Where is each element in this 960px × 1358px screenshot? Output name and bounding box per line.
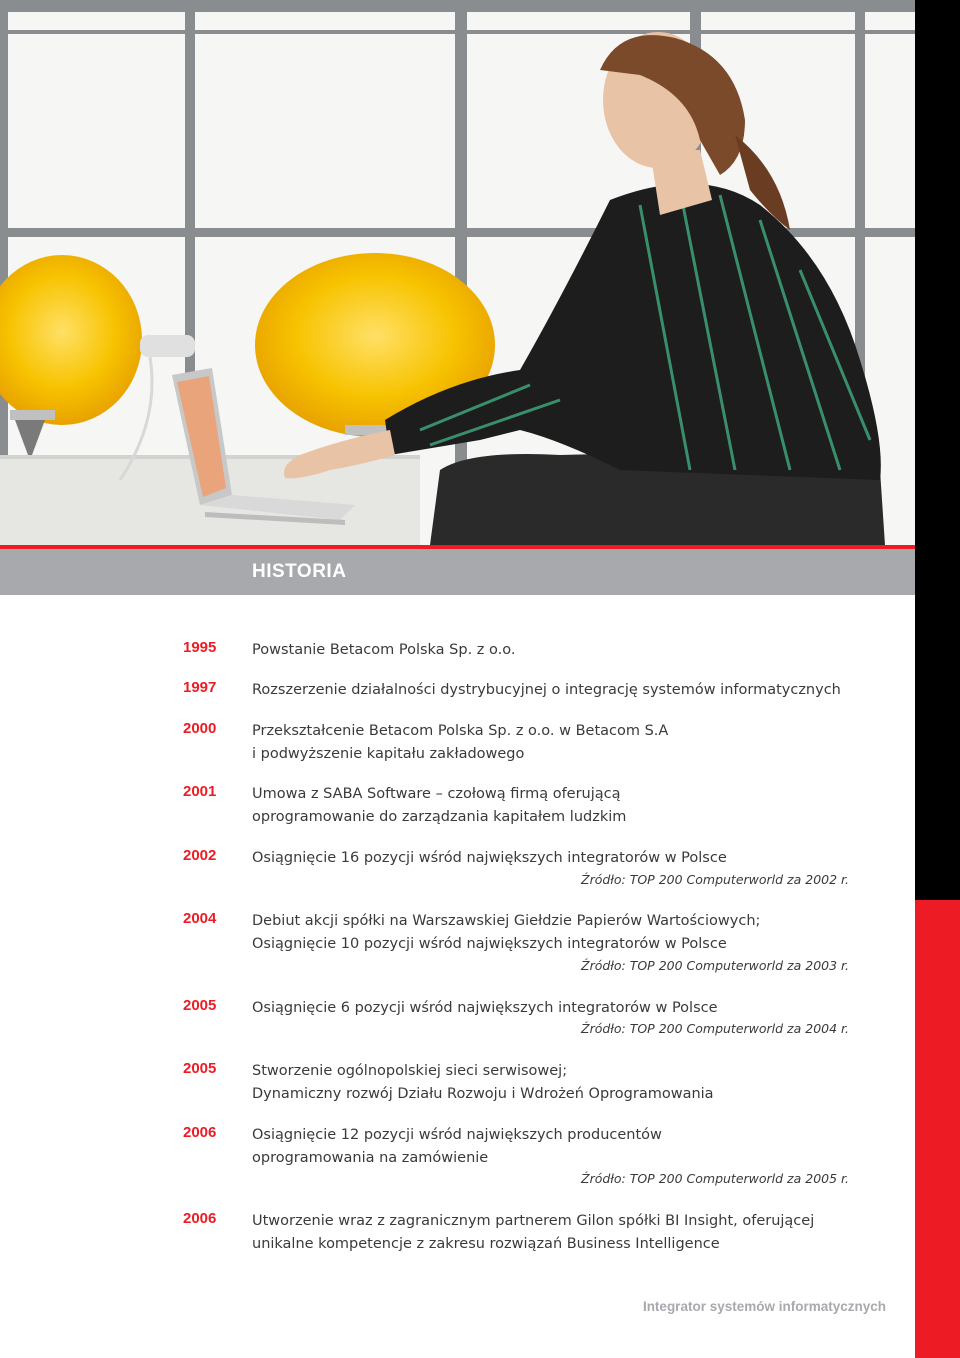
timeline-year: 2001	[183, 783, 217, 800]
timeline-text: Przekształcenie Betacom Polska Sp. z o.o. w Betacom S.A i podwyższenie kapitału zakładowego	[252, 723, 669, 762]
section-header	[0, 549, 915, 595]
side-bar-black	[915, 0, 960, 900]
timeline-year: 2005	[183, 1060, 217, 1077]
timeline-text: Utworzenie wraz z zagranicznym partnerem Gilon spółki BI Insight, oferującej unikalne kompetencje z zakresu rozwiązań Business Intelligence	[252, 1213, 815, 1252]
timeline-year: 2005	[183, 997, 217, 1014]
timeline-text: Stworzenie ogólnopolskiej sieci serwisowej; Dynamiczny rozwój Działu Rozwoju i Wdrożeń Oprogramowania	[252, 1063, 714, 1102]
timeline-year: 2006	[183, 1124, 217, 1141]
timeline-text: Osiągnięcie 12 pozycji wśród największych producentów oprogramowania na zamówienie	[252, 1127, 662, 1166]
timeline-year: 2006	[183, 1210, 217, 1227]
source-note: Źródło: TOP 200 Computerworld za 2003 r.	[581, 958, 849, 973]
timeline-text: Osiągnięcie 16 pozycji wśród największych integratorów w Polsce	[252, 850, 727, 866]
timeline-text: Debiut akcji spółki na Warszawskiej Giełdzie Papierów Wartościowych; Osiągnięcie 10 pozycji wśród największych integratorów w Polsce	[252, 913, 761, 952]
timeline-year: 2004	[183, 910, 217, 927]
side-bar-red	[915, 900, 960, 1358]
timeline-text: Powstanie Betacom Polska Sp. z o.o.	[252, 642, 516, 658]
timeline-year: 1995	[183, 639, 217, 656]
timeline-text: Rozszerzenie działalności dystrybucyjnej o integrację systemów informatycznych	[252, 682, 841, 698]
timeline-text: Umowa z SABA Software – czołową firmą oferującą oprogramowanie do zarządzania kapitałem ludzkim	[252, 786, 627, 825]
source-note: Źródło: TOP 200 Computerworld za 2004 r.	[581, 1021, 849, 1036]
hero-photo	[0, 0, 915, 545]
timeline-text: Osiągnięcie 6 pozycji wśród największych integratorów w Polsce	[252, 1000, 718, 1016]
footer-tagline: Integrator systemów informatycznych	[642, 1299, 886, 1314]
section-title: HISTORIA	[252, 561, 347, 582]
source-note: Źródło: TOP 200 Computerworld za 2005 r.	[581, 1171, 849, 1186]
timeline-year: 2000	[183, 720, 217, 737]
timeline-year: 1997	[183, 679, 217, 696]
source-note: Źródło: TOP 200 Computerworld za 2002 r.	[581, 872, 849, 887]
timeline-year: 2002	[183, 847, 217, 864]
